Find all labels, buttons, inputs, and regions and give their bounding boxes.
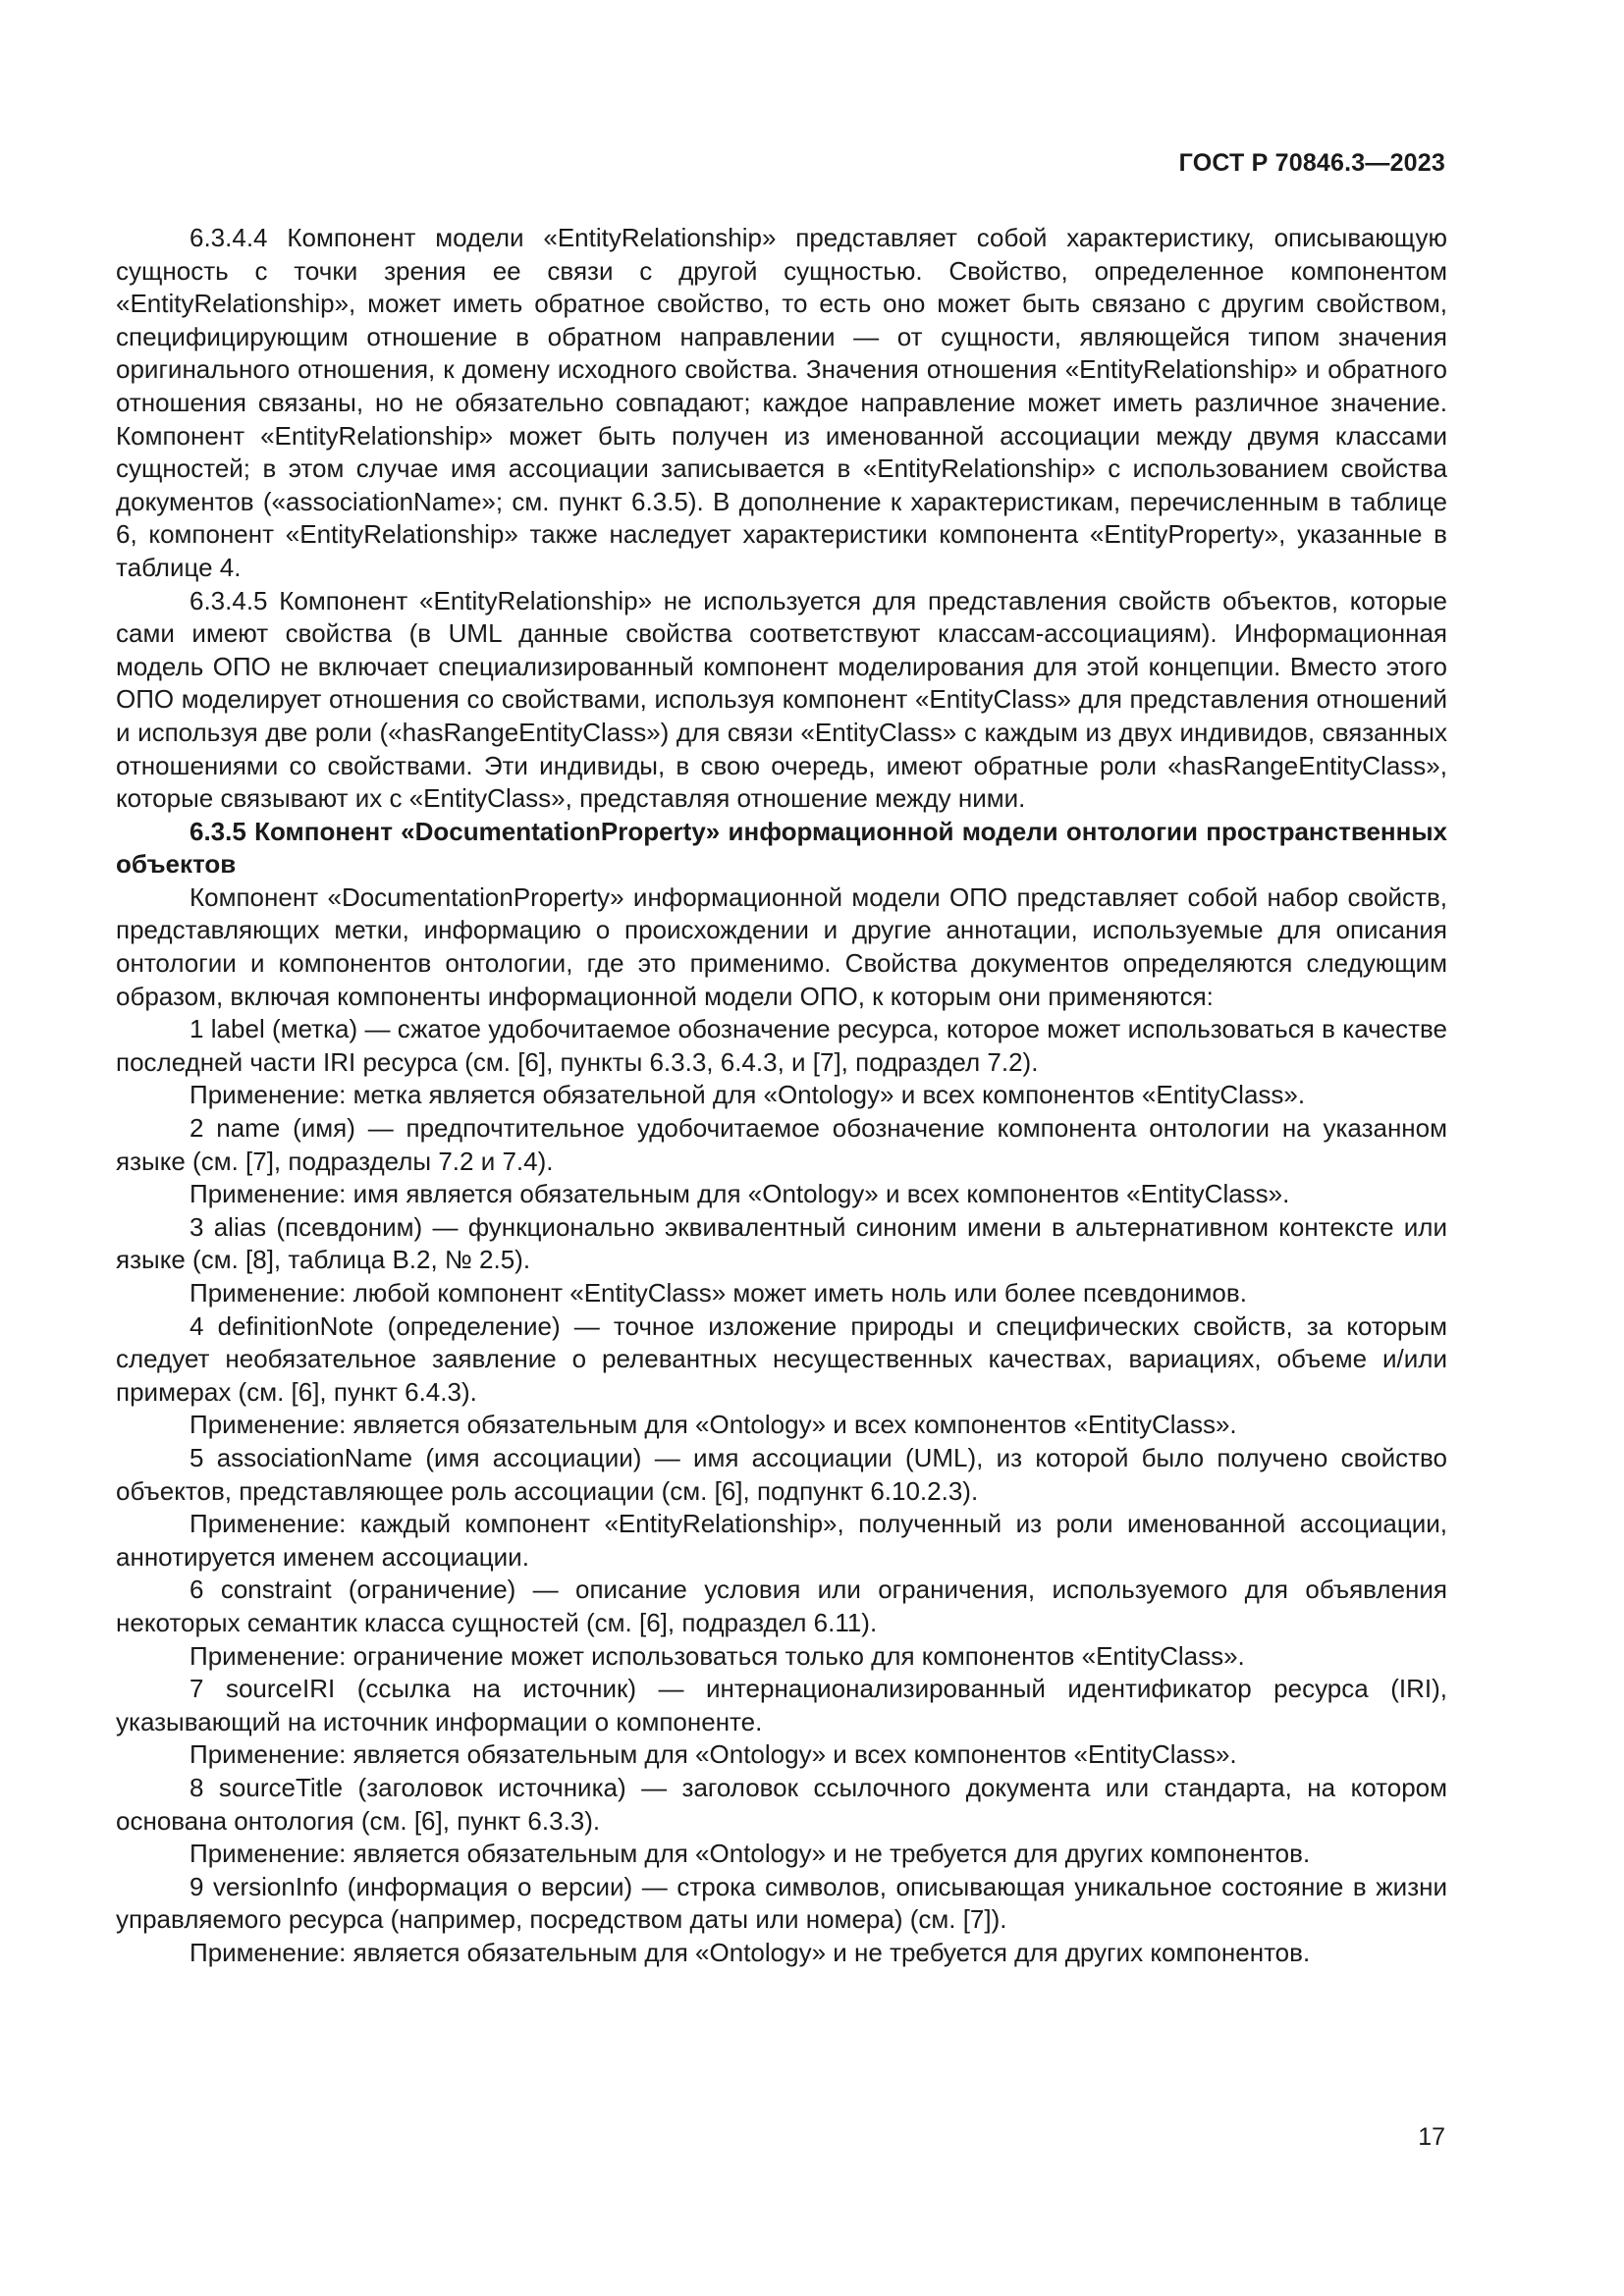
property-alias: 3 alias (псевдоним) — функционально эквивалентный синоним имени в альтернативном контексте или языке (см. [8], таблица B.2, № 2.5). (116, 1211, 1447, 1275)
property-constraint: 6 constraint (ограничение) — описание условия или ограничения, используемого для объявления некоторых семантик класса сущностей (см. [6], подраздел 6.11). (116, 1575, 1447, 1637)
property-label: 1 label (метка) — сжатое удобочитаемое обозначение ресурса, которое может использоваться в качестве последней части IRI ресурса (см. [6], пункты 6.3.3, 6.4.3, и [7], подраздел 7.2). (116, 1014, 1447, 1077)
usage-source-iri: Применение: является обязательным для «Ontology» и всех компонентов «EntityClass». (189, 1739, 1237, 1770)
property-definition-note: 4 definitionNote (определение) — точное изложение природы и специфических свойств, за которым следует необязательное заявление о релевантных несущественных качествах, вариациях, объеме и/или примерах (см. [6], пункт 6.4.3). (116, 1310, 1447, 1407)
property-source-title: 8 sourceTitle (заголовок источника) — заголовок ссылочного документа или стандарта, на котором основана онтология (см. [6], пункт 6.3.3). (116, 1772, 1447, 1836)
paragraph-6-3-4-5: 6.3.4.5 Компонент «EntityRelationship» не используется для представления свойств объектов, которые сами имеют свойства (в UML данные свойства соответствуют классам-ассоциациям). Информационная модель ОПО не включает специализированный компонент моделирования для этой концепции. Вместо этого ОПО моделирует отношения со свойствами, используя компонент «EntityClass» для представления отношений и используя две роли («hasRangeEntityClass») для связи «EntityClass» с каждым из двух индивидов, связанных отношениями со свойствами. Эти индивиды, в свою очередь, имеют обратные роли «hasRangeEntityClass», которые связывают их с «EntityClass», представляя отношение между ними. (116, 585, 1447, 814)
property-source-iri: 7 sourceIRI (ссылка на источник) — интернационализированный идентификатор ресурса (IRI), указывающий на источник информации о компоненте. (116, 1674, 1447, 1736)
usage-definition-note: Применение: является обязательным для «Ontology» и всех компонентов «EntityClass». (189, 1410, 1237, 1440)
property-version-info: 9 versionInfo (информация о версии) — строка символов, описывающая уникальное состояние в жизни управляемого ресурса (например, посредством даты или номера) (см. [7]). (116, 1871, 1447, 1935)
usage-alias: Применение: любой компонент «EntityClass» может иметь ноль или более псевдонимов. (189, 1278, 1247, 1308)
usage-association-name: Применение: каждый компонент «EntityRelationship», полученный из роли именованной ассоциации, аннотируется именем ассоциации. (116, 1509, 1447, 1572)
usage-label: Применение: метка является обязательной для «Ontology» и всех компонентов «EntityClass». (189, 1080, 1306, 1110)
usage-version-info: Применение: является обязательным для «Ontology» и не требуется для других компонентов. (189, 1937, 1311, 1967)
property-name: 2 name (имя) — предпочтительное удобочитаемое обозначение компонента онтологии на указанном языке (см. [7], подразделы 7.2 и 7.4). (116, 1113, 1447, 1176)
paragraph-6-3-4-4: 6.3.4.4 Компонент модели «EntityRelationship» представляет собой характеристику, описывающую сущность с точки зрения ее связи с другой сущностью. Свойство, определенное компонентом «EntityRelationship», может иметь обратное свойство, то есть оно может быть связано с другим свойством, специфицирующим отношение в обратном направлении — от сущности, являющейся типом значения оригинального отношения, к домену исходного свойства. Значения отношения «EntityRelationship» и обратного отношения связаны, но не обязательно совпадают; каждое направление может иметь различное значение. Компонент «EntityRelationship» может быть получен из именованной ассоциации между двумя классами сущностей; в этом случае имя ассоциации записывается в «EntityRelationship» с использованием свойства документов («associationName»; см. пункт 6.3.5). В дополнение к характеристикам, перечисленным в таблице 6, компонент «EntityRelationship» также наследует характеристики компонента «EntityProperty», указанные в таблице 4. (116, 223, 1447, 582)
page-number: 17 (1418, 2123, 1445, 2151)
document-body (116, 222, 1447, 1969)
section-heading-6-3-5: 6.3.5 Компонент «DocumentationProperty» информационной модели онтологии пространственных объектов (116, 816, 1447, 880)
usage-constraint: Применение: ограничение может использоваться только для компонентов «EntityClass». (189, 1640, 1245, 1671)
property-association-name: 5 associationName (имя ассоциации) — имя ассоциации (UML), из которой было получено свойство объектов, представляющее роль ассоциации (см. [6], подпункт 6.10.2.3). (116, 1442, 1447, 1506)
document-header: ГОСТ Р 70846.3—2023 (1178, 149, 1445, 177)
usage-name: Применение: имя является обязательным для «Ontology» и всех компонентов «EntityClass». (189, 1179, 1290, 1209)
paragraph-intro: Компонент «DocumentationProperty» информационной модели ОПО представляет собой набор свойств, представляющих метки, информацию о происхождении и другие аннотации, используемые для описания онтологии и компонентов онтологии, где это применимо. Свойства документов определяются следующим образом, включая компоненты информационной модели ОПО, к которым они применяются: (116, 881, 1447, 1011)
usage-source-title: Применение: является обязательным для «Ontology» и не требуется для других компонентов. (189, 1839, 1311, 1869)
